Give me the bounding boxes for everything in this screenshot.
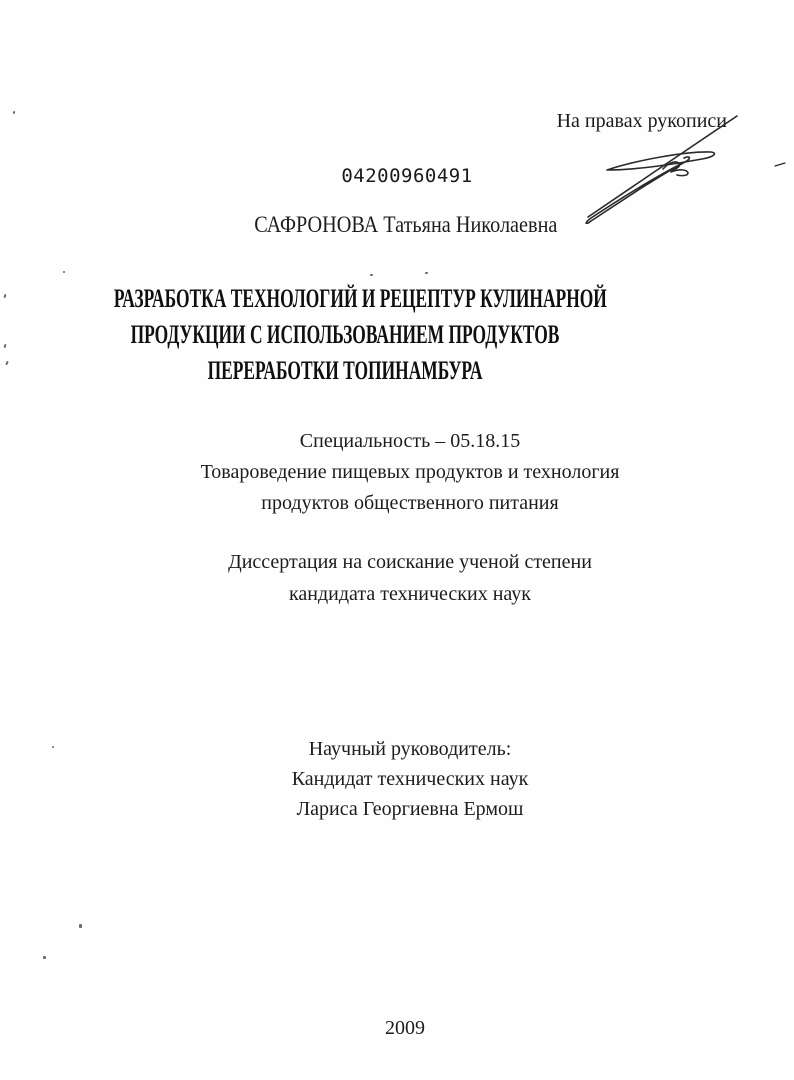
specialty-name-line-1: Товароведение пищевых продуктов и технология [200,461,620,483]
scan-speck [370,274,373,276]
scan-speck [13,111,16,115]
registration-number: 04200960491 [341,165,473,187]
scan-speck [4,294,7,298]
supervisor-name: Лариса Георгиевна Ермош [296,798,524,820]
dissertation-title-line-2: ПРОДУКЦИИ С ИСПОЛЬЗОВАНИЕМ ПРОДУКТОВ [130,320,560,349]
supervisor-degree: Кандидат технических наук [291,768,529,790]
dissertation-title [113,281,607,389]
thesis-type-line-2: кандидата технических наук [288,583,532,605]
specialty-block [0,426,794,519]
scan-speck [5,361,9,365]
dissertation-title-line-1: РАЗРАБОТКА ТЕХНОЛОГИЙ И РЕЦЕПТУР КУЛИНАРНОЙ [113,284,607,313]
thesis-type-line-1: Диссертация на соискание ученой степени [228,551,592,573]
scan-speck [425,272,428,274]
scan-speck [79,924,82,928]
thesis-type-block [0,546,794,610]
scan-speck [43,956,46,959]
specialty-code: Специальность – 05.18.15 [299,430,521,452]
scan-speck [4,344,7,348]
scan-speck [52,746,54,748]
specialty-name-line-2: продуктов общественного питания [261,492,559,514]
supervisor-heading: Научный руководитель: [308,738,512,760]
author-name: САФРОНОВА Татьяна Николаевна [254,212,558,237]
supervisor-block [0,734,794,824]
publication-year: 2009 [385,1017,425,1039]
scan-speck [63,271,65,273]
dissertation-title-line-3: ПЕРЕРАБОТКИ ТОПИНАМБУРА [207,356,483,385]
manuscript-rights-stamp: На правах рукописи [556,110,727,132]
